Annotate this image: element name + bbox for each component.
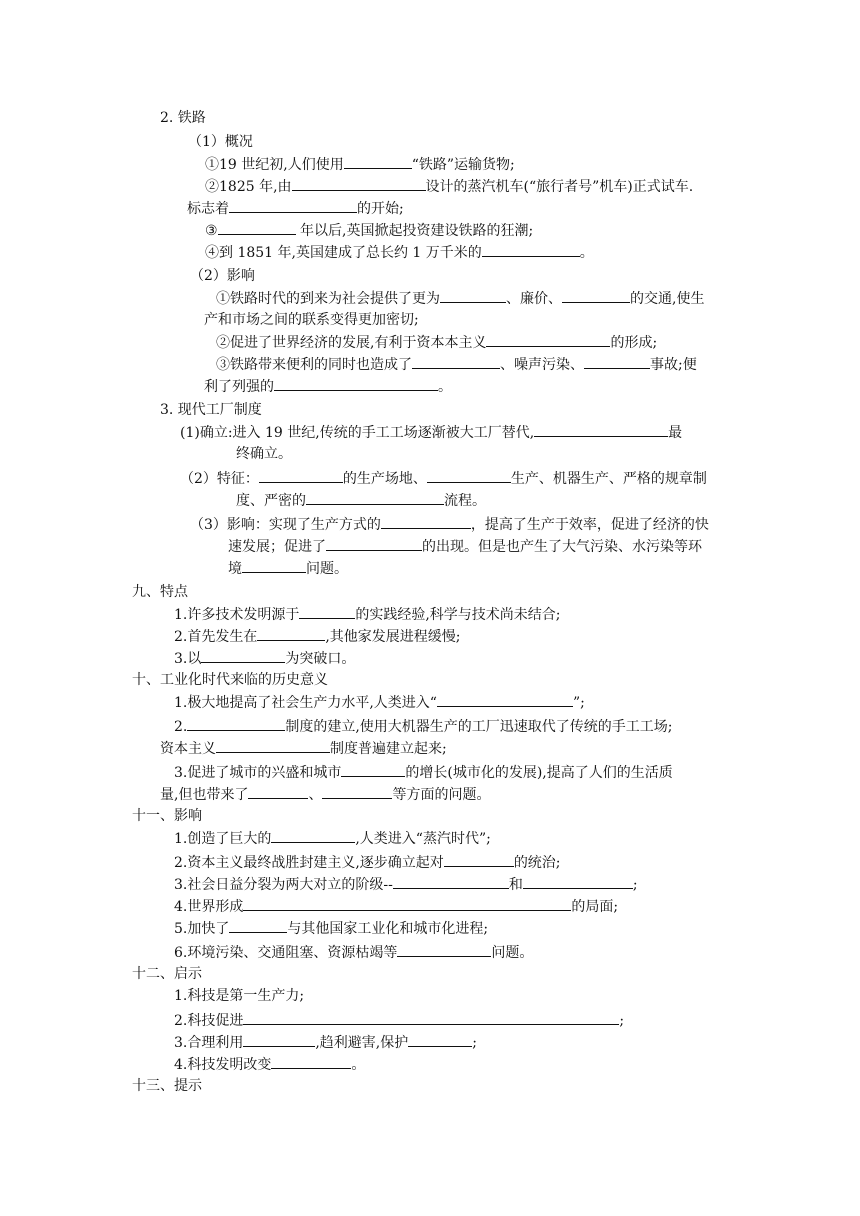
fill-blank[interactable] bbox=[408, 1032, 472, 1047]
fill-blank[interactable] bbox=[584, 354, 650, 369]
fill-blank[interactable] bbox=[243, 1010, 619, 1025]
section-13-title: 十三、提示 bbox=[132, 1078, 202, 1094]
railway-overview-item-2: ②1825 年,由 设计的蒸汽机车(“旅行者号”机车)正式试车. bbox=[205, 176, 693, 197]
section-11-item-6: 6.环境污染、交通阻塞、资源枯竭等 问题。 bbox=[174, 942, 533, 963]
section-9-item-3: 3.以 为突破口。 bbox=[174, 648, 355, 669]
fill-blank[interactable] bbox=[440, 288, 506, 303]
fill-blank[interactable] bbox=[187, 716, 285, 731]
fill-blank[interactable] bbox=[229, 198, 357, 213]
factory-effect: （3）影响：实现了生产方式的 ，提高了生产于效率，促进了经济的快 bbox=[190, 514, 709, 535]
fill-blank[interactable] bbox=[523, 874, 633, 889]
fill-blank[interactable] bbox=[292, 176, 426, 191]
section-11-item-5: 5.加快了 与其他国家工业化和城市化进程; bbox=[174, 918, 488, 939]
fill-blank[interactable] bbox=[562, 288, 630, 303]
fill-blank[interactable] bbox=[248, 784, 308, 799]
fill-blank[interactable] bbox=[243, 1032, 315, 1047]
factory-features: （2）特征： 的生产场地、 生产、机器生产、严格的规章制 bbox=[180, 468, 707, 489]
fill-blank[interactable] bbox=[257, 626, 325, 641]
railway-impact-heading: （2）影响 bbox=[190, 268, 255, 284]
fill-blank[interactable] bbox=[437, 692, 573, 707]
fill-blank[interactable] bbox=[393, 874, 509, 889]
railway-impact-item-1: ①铁路时代的到来为社会提供了更为 、廉价、 的交通,使生 bbox=[216, 288, 704, 309]
fill-blank[interactable] bbox=[242, 558, 306, 573]
section-10-item-3-cont: 量,但也带来了 、 等方面的问题。 bbox=[160, 784, 490, 805]
factory-effect-cont-2: 境 问题。 bbox=[228, 558, 348, 579]
section-12-title: 十二、启示 bbox=[132, 966, 202, 982]
section-railway-title: 2. 铁路 bbox=[160, 110, 206, 126]
railway-impact-item-2: ②促进了世界经济的发展,有利于资本本主义 的形成; bbox=[216, 332, 657, 353]
factory-establishment-cont: 终确立。 bbox=[236, 446, 292, 462]
railway-overview-item-4: ④到 1851 年,英国建成了总长约 1 万千米的 。 bbox=[205, 242, 594, 263]
section-11-item-3: 3.社会日益分裂为两大对立的阶级-- 和 ; bbox=[174, 874, 638, 895]
railway-overview-item-2-cont: 标志着 的开始; bbox=[187, 198, 404, 219]
fill-blank[interactable] bbox=[397, 942, 491, 957]
fill-blank[interactable] bbox=[259, 468, 343, 483]
fill-blank[interactable] bbox=[482, 242, 580, 257]
section-10-item-2: 2. 制度的建立,使用大机器生产的工厂迅速取代了传统的手工工场; bbox=[174, 716, 673, 737]
fill-blank[interactable] bbox=[427, 468, 511, 483]
fill-blank[interactable] bbox=[412, 354, 500, 369]
section-11-item-2: 2.资本主义最终战胜封建主义,逐步确立起对 的统治; bbox=[174, 852, 561, 873]
section-9-item-1: 1.许多技术发明源于 的实践经验,科学与技术尚未结合; bbox=[174, 604, 561, 625]
fill-blank[interactable] bbox=[322, 784, 392, 799]
section-12-item-4: 4.科技发明改变 。 bbox=[174, 1054, 365, 1075]
section-10-title: 十、工业化时代来临的历史意义 bbox=[132, 672, 328, 688]
fill-blank[interactable] bbox=[201, 648, 285, 663]
section-10-item-1: 1.极大地提高了社会生产力水平,人类进入“ ”; bbox=[174, 692, 585, 713]
section-11-item-1: 1.创造了巨大的 ,人类进入“蒸汽时代”; bbox=[174, 828, 491, 849]
section-9-title: 九、特点 bbox=[132, 584, 188, 600]
fill-blank[interactable] bbox=[218, 220, 296, 235]
section-11-title: 十一、影响 bbox=[132, 808, 202, 824]
fill-blank[interactable] bbox=[344, 154, 412, 169]
factory-effect-cont-1: 速发展；促进了 的出现。但是也产生了大气污染、水污染等环 bbox=[228, 536, 702, 557]
section-10-item-3: 3.促进了城市的兴盛和城市 的增长(城市化的发展),提高了人们的生活质 bbox=[174, 762, 673, 783]
railway-overview-heading: （1）概况 bbox=[188, 134, 253, 150]
fill-blank[interactable] bbox=[271, 1054, 351, 1069]
section-11-item-4: 4.世界形成 的局面; bbox=[174, 896, 618, 917]
section-12-item-2: 2.科技促进 ; bbox=[174, 1010, 624, 1031]
railway-overview-item-3: ③ 年以后,英国掀起投资建设铁路的狂潮; bbox=[205, 220, 533, 241]
fill-blank[interactable] bbox=[534, 422, 668, 437]
section-10-item-2-cont: 资本主义 制度普遍建立起来; bbox=[160, 738, 447, 759]
railway-overview-item-1: ①19 世纪初,人们使用 “铁路”运输货物; bbox=[205, 154, 515, 175]
fill-blank[interactable] bbox=[444, 852, 514, 867]
factory-features-cont: 度、严密的 流程。 bbox=[236, 490, 486, 511]
fill-blank[interactable] bbox=[341, 762, 405, 777]
railway-impact-item-1-cont: 产和市场之间的联系变得更加密切; bbox=[204, 312, 419, 328]
fill-blank[interactable] bbox=[243, 896, 571, 911]
fill-blank[interactable] bbox=[326, 536, 422, 551]
fill-blank[interactable] bbox=[306, 490, 444, 505]
fill-blank[interactable] bbox=[381, 514, 471, 529]
section-12-item-1: 1.科技是第一生产力; bbox=[174, 988, 305, 1004]
fill-blank[interactable] bbox=[486, 332, 610, 347]
fill-blank[interactable] bbox=[229, 918, 287, 933]
fill-blank[interactable] bbox=[299, 604, 355, 619]
railway-impact-item-3: ③铁路带来便利的同时也造成了 、噪声污染、 事故;便 bbox=[216, 354, 697, 375]
railway-impact-item-3-cont: 利了列强的 。 bbox=[204, 376, 452, 397]
fill-blank[interactable] bbox=[274, 376, 438, 391]
factory-establishment: (1)确立:进入 19 世纪,传统的手工工场逐渐被大工厂替代, 最 bbox=[180, 422, 682, 443]
section-factory-title: 3. 现代工厂制度 bbox=[160, 402, 262, 418]
fill-blank[interactable] bbox=[216, 738, 330, 753]
section-9-item-2: 2.首先发生在 ,其他家发展进程缓慢; bbox=[174, 626, 461, 647]
section-12-item-3: 3.合理利用 ,趋利避害,保护 ; bbox=[174, 1032, 477, 1053]
fill-blank[interactable] bbox=[271, 828, 355, 843]
